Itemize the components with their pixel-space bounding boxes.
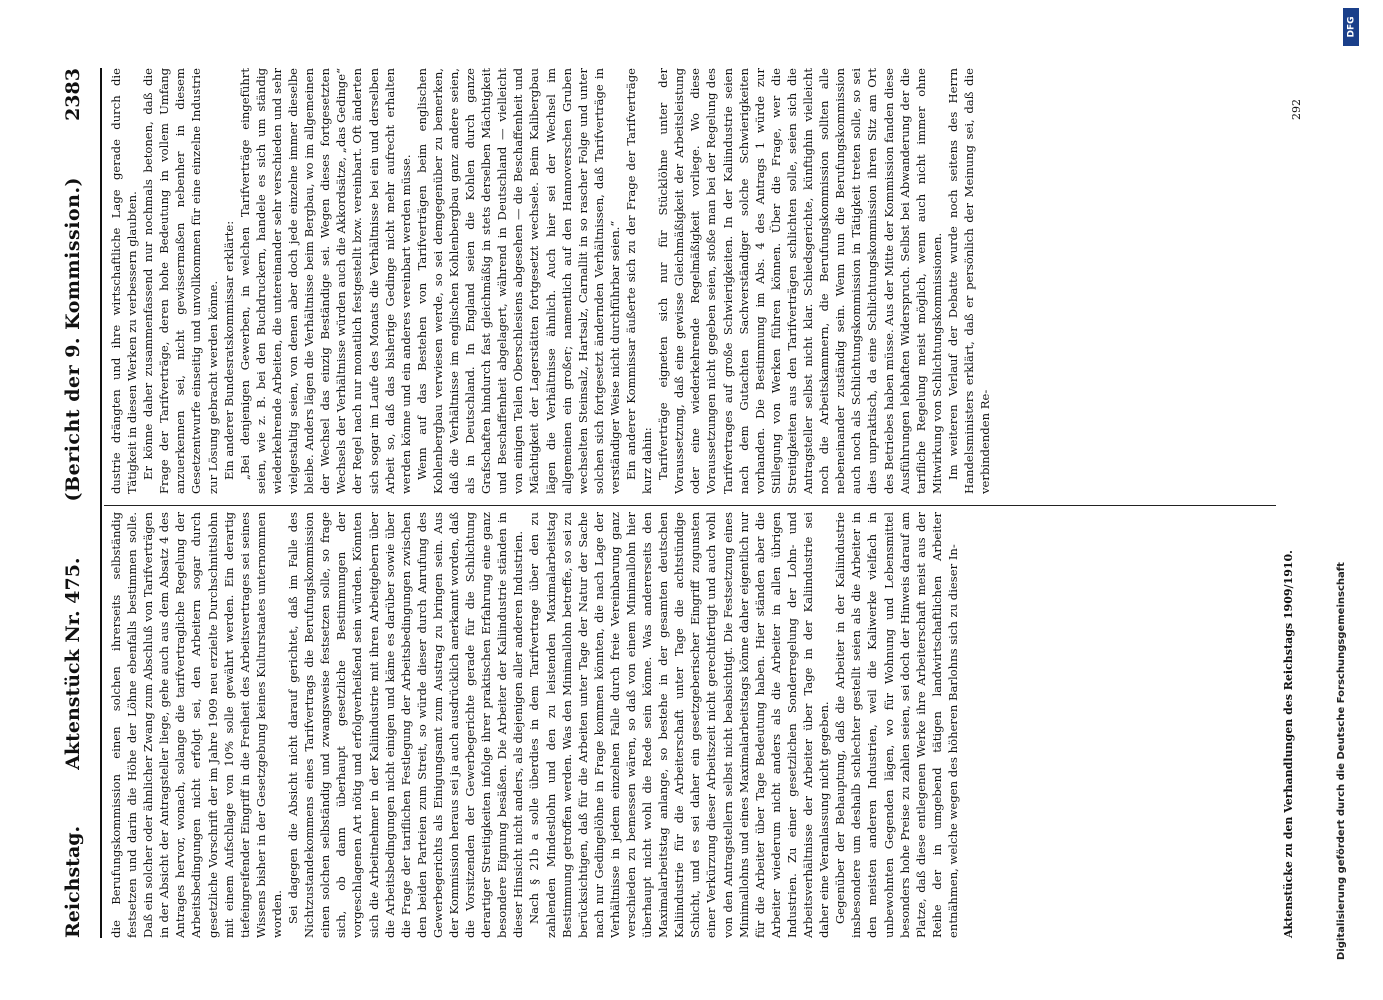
page-number: 2383 — [62, 68, 84, 121]
paragraph: Gegenüber der Behauptung, daß die Arbeiter in der Kaliindustrie insbesondere um deshalb schlechter gestellt seien als die Arbeiter in den meisten anderen Industrien, weil die Kaliwerke vielfach in unbewohnten Gegenden lägen, wo für Wohnung und Lebensmittel besonders hohe Preise zu zahlen seien, sei doch der Hinweis darauf am Platze, daß diese entlegenen Werke ihre Arbeiterschaft meist aus der Reihe der in umgebend tätigen landwirtschaftlichen Arbeiter entnähmen, welche wegen des höheren Barlohns sich zu dieser In- — [833, 512, 960, 938]
header-left: Reichstag. — [62, 825, 84, 938]
footer-note: Aktenstücke zu den Verhandlungen des Reichstags 1909/1910. — [1282, 550, 1295, 938]
paragraph: Im weiteren Verlauf der Debatte wurde noch seitens des Herrn Handelsministers erklärt, daß er persönlich der Meinung sei, daß die verbindenden Re- — [945, 68, 993, 494]
paragraph: Ein anderer Bundesratskommissar erklärte: — [221, 220, 236, 480]
header-right: (Bericht der 9. Kommission.) — [62, 176, 84, 502]
paragraph: Ein anderer Kommissar äußerte sich zu der Frage der Tarifverträge kurz dahin: — [624, 68, 655, 494]
column-divider — [104, 505, 1276, 506]
paragraph: Er könne daher zusammenfassend nur nochmals betonen, daß die Frage der Tarifverträge, deren hohe Bedeutung in vollem Umfang anzuerkennen sei, nicht gewissermaßen nebenher in diesem Gesetzentwurfe einseitig und unvollkommen für eine einzelne Industrie zur Lösung gebracht werden könne. — [141, 68, 220, 494]
header-rule — [100, 68, 102, 938]
paragraph: „Bei denjenigen Gewerben, in welchen Tarifverträge eingeführt seien, wie z. B. bei den Buchdruckern, handele es sich um ständig wiederkehrende Arbeiten, die untereinander sehr verschieden und sehr vielgestaltig seien, von denen aber doch jede einzelne immer dieselbe bleibe. Anders lägen die Verhältnisse beim Bergbau, wo im allgemeinen der Wechsel das einzig Beständige sei. Wegen dieses fortgesetzten Wechsels der Verhältnisse würden auch die Akkordsätze, „das Gedinge“ der Regel nach nur monatlich festgestellt bzw. vereinbart. Oft änderten sich sogar im Laufe des Monats die Verhältnisse bei ein und derselben Arbeit so, daß das bisherige Gedinge nicht mehr aufrecht erhalten werden könne und ein anderes vereinbart werden müsse. — [237, 68, 413, 494]
page-header — [62, 68, 96, 938]
paragraph: Wenn auf das Bestehen von Tarifverträgen beim englischen Kohlenbergbau verwiesen werde, so sei demgegenüber zu bemerken, daß die Verhältnisse im englischen Kohlenbergbau ganz andere seien, als in Deutschland. In England seien die Kohlen durch ganze Grafschaften hindurch fast gleichmäßig in stets derselben Mächtigkeit und Beschaffenheit abgelagert, während in Deutschland — vielleicht von einigen Teilen Oberschlesiens abgesehen — die Beschaffenheit und Mächtigkeit der Lagerstätten fortgesetzt wechsele. Beim Kalibergbau lägen die Verhältnisse ähnlich. Auch hier sei der Wechsel im allgemeinen ein großer; namentlich auf den Hannoverschen Gruben wechselten Steinsalz, Hartsalz, Carnallit in so rascher Folge und unter solchen sich fortgesetzt ändernden Verhältnissen, daß Tarifverträge in verständiger Weise nicht durchführbar seien.“ — [414, 68, 622, 494]
paragraph: dustrie drängten und ihre wirtschaftliche Lage gerade durch die Tätigkeit in diesen Werken zu verbessern glaubten. — [109, 68, 140, 494]
dfg-logo-icon — [1343, 8, 1359, 46]
right-column — [108, 68, 1278, 494]
paragraph: Sei dagegen die Absicht nicht darauf gerichtet, daß im Falle des Nichtzustandekommens eines Tarifvertrags die Berufungskommission einen solchen selbständig und zwangsweise festsetzen solle, so frage sich, ob dann überhaupt gesetzliche Bestimmungen der vorgeschlagenen Art nötig und erfolgverheißend sein würden. Könnten sich die Arbeitnehmer in der Kaliindustrie mit ihren Arbeitgebern über die Arbeitsbedingungen nicht einigen und käme es darüber sowie über die Frage der tariflichen Festlegung der Arbeitsbedingungen zwischen den beiden Parteien zum Streit, so würde dieser durch Anrufung des Gewerbegerichts als Einigungsamt zum Austrag zu bringen sein. Aus der Kommission heraus sei ja auch ausdrücklich anerkannt worden, daß die Vorsitzenden der Gewerbegerichte gerade für die Schlichtung derartiger Streitigkeiten infolge ihrer praktischen Erfahrung eine ganz besondere Eignung besäßen. Die Arbeiter der Kaliindustrie ständen in dieser Hinsicht nicht anders, als diejenigen aller anderen Industrien. — [286, 512, 526, 938]
paragraph: die Berufungskommission einen solchen ihrerseits selbständig festsetzen und darin die Höhe der Löhne ebenfalls bestimmen solle. Daß ein solcher oder ähnlicher Zwang zum Abschluß von Tarifverträgen in der Absicht der Antragsteller liege, gehe auch aus dem Absatz 4 des Antrages hervor, wonach, solange die tarifvertragliche Regelung der Arbeitsbedingungen nicht erfolgt sei, den Arbeitern sogar durch gesetzliche Vorschrift der im Jahre 1909 neu erzielte Durchschnittslohn mit einem Aufschlage von 10% solle gewährt werden. Ein derartig tiefeingreifender Eingriff in die Freiheit des Arbeitsvertrages sei seines Wissens bisher in der Gesetzgebung keines Kulturstaates unternommen worden. — [109, 512, 284, 938]
dfg-logo-text: DFG — [1346, 16, 1357, 38]
printer-signature: 292 — [1290, 99, 1303, 120]
left-column — [108, 512, 1278, 938]
paragraph: Nach § 21b a solle überdies in dem Tarifvertrage über den zu zahlenden Mindestlohn und den zu leistenden Maximalarbeitstag Bestimmung getroffen werden. Was den Minimallohn betreffe, so sei zu berücksichtigen, daß für die Arbeiten unter Tage der Natur der Sache nach nur Gedingelöhne in Frage kommen könnten, die nach Lage der Verhältnisse in jedem einzelnen Falle durch freie Vereinbarung ganz verschieden zu bemessen wären, so daß von einem Minimallohn hier überhaupt nicht wohl die Rede sein könne. Was andererseits den Maximalarbeitstag anlange, so bestehe in der gesamten deutschen Kaliindustrie für die Arbeiterschaft unter Tage die achtstündige Schicht, und es sei daher ein gesetzgeberischer Eingriff zugunsten einer Verkürzung dieser Arbeitszeit nicht gerechtfertigt und auch wohl von den Antragstellern selbst nicht beabsichtigt. Die Festsetzung eines Minimallohns und eines Maximalarbeitstags könne daher eigentlich nur für die Arbeiter über Tage Bedeutung haben. Hier ständen aber die Arbeiter wiederum nicht anders als die Arbeiter in allen übrigen Industrien. Zu einer gesetzlichen Sonderregelung der Lohn- und Arbeitsverhältnisse der Arbeiter über Tage in der Kaliindustrie sei daher eine Veranlassung nicht gegeben. — [527, 512, 832, 938]
paragraph: Tarifverträge eigneten sich nur für Stücklöhne unter der Voraussetzung, daß eine gewisse Gleichmäßigkeit der Arbeitsleistung oder eine wiederkehrende Regelmäßigkeit vorliege. Wo diese Voraussetzungen nicht gegeben seien, stoße man bei der Regelung des Tarifvertrages auf große Schwierigkeiten. In der Kaliindustrie seien nach dem Gutachten Sachverständiger solche Schwierigkeiten vorhanden. Die Bestimmung im Abs. 4 des Antrags 1 würde zur Stillegung von Werken führen können. Über die Frage, wer die Streitigkeiten aus den Tarifverträgen schlichten solle, seien sich die Antragsteller selbst nicht klar. Schiedsgerichte, künftighin vielleicht noch die Arbeitskammern, die Berufungskommission sollten alle nebeneinander zuständig sein. Wenn nun die Berufungskommission auch noch als Schlichtungskommission in Tätigkeit treten solle, so sei dies unpraktisch, da eine Schlichtungskommission ihren Sitz am Ort des Betriebes haben müsse. Aus der Mitte der Kommission fanden diese Ausführungen lebhaften Widerspruch. Selbst bei Abwanderung der die tarifliche Regelung meist möglich, wenn auch nicht immer ohne Mitwirkung von Schlichtungskommissionen. — [656, 68, 944, 494]
header-center: Aktenstück Nr. 475. — [62, 557, 84, 770]
digitization-credit: Digitalisierung gefördert durch die Deutsche Forschungsgemeinschaft — [1336, 562, 1347, 960]
